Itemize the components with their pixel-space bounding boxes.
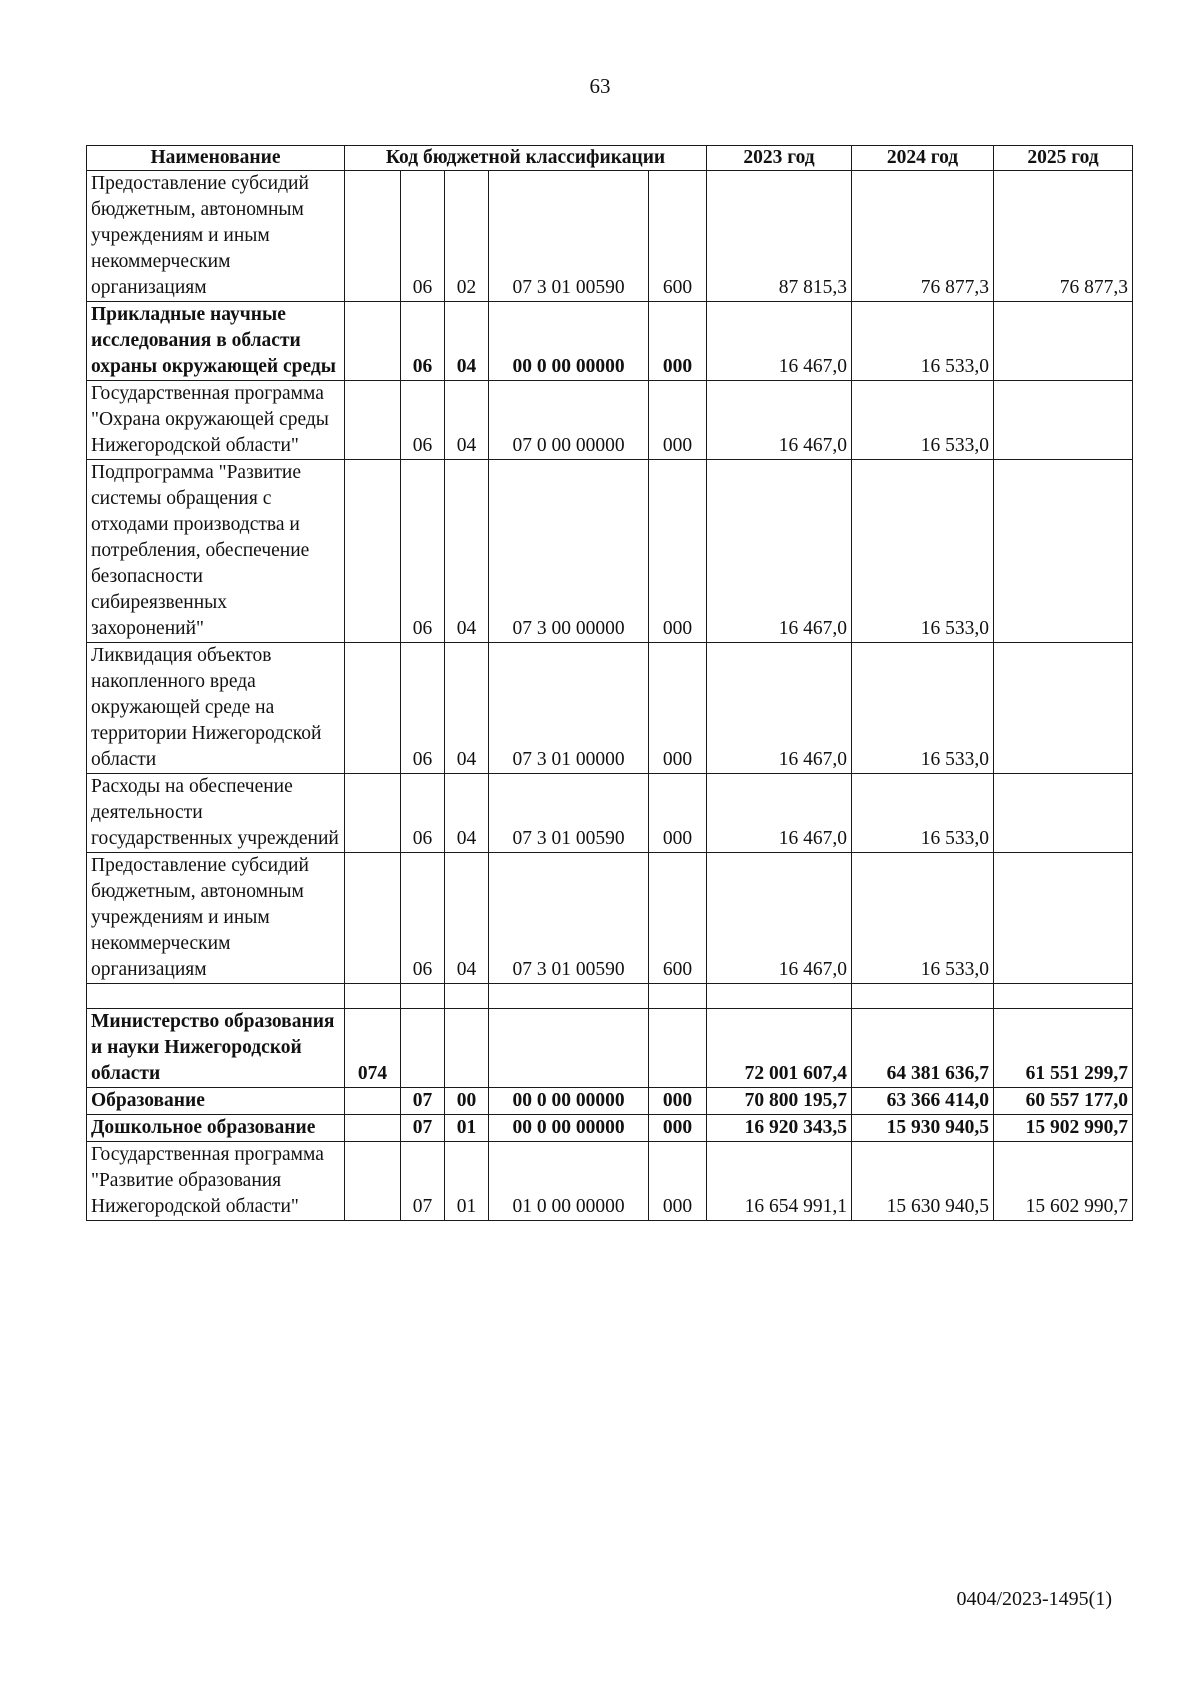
row-rz: 06	[401, 460, 445, 643]
row-pr	[445, 984, 489, 1009]
table-row	[87, 774, 1133, 853]
row-2025: 61 551 299,7	[994, 1009, 1133, 1088]
document-code: 0404/2023-1495(1)	[956, 1588, 1112, 1610]
row-2024: 15 930 940,5	[852, 1115, 994, 1142]
row-2025	[994, 984, 1133, 1009]
row-pr: 04	[445, 460, 489, 643]
row-csr: 07 3 01 00590	[489, 853, 649, 984]
row-2025: 15 902 990,7	[994, 1115, 1133, 1142]
row-vr: 000	[649, 460, 707, 643]
row-vr: 000	[649, 774, 707, 853]
row-2023: 16 467,0	[707, 853, 852, 984]
row-csr: 07 3 00 00000	[489, 460, 649, 643]
row-rz: 06	[401, 774, 445, 853]
row-2024	[852, 984, 994, 1009]
row-2024: 15 630 940,5	[852, 1142, 994, 1221]
table-row	[87, 643, 1133, 774]
table-row	[87, 460, 1133, 643]
row-2025: 15 602 990,7	[994, 1142, 1133, 1221]
row-csr: 00 0 00 00000	[489, 1115, 649, 1142]
row-vr: 600	[649, 853, 707, 984]
row-name: Государственная программа "Охрана окружающей среды Нижегородской области"	[87, 381, 345, 460]
row-csr	[489, 1009, 649, 1088]
table-row	[87, 302, 1133, 381]
row-2025	[994, 460, 1133, 643]
row-2024: 76 877,3	[852, 171, 994, 302]
row-2023: 16 467,0	[707, 643, 852, 774]
row-ved: 074	[345, 1009, 401, 1088]
table-row	[87, 853, 1133, 984]
row-2025	[994, 853, 1133, 984]
row-2024: 16 533,0	[852, 460, 994, 643]
row-2024: 16 533,0	[852, 853, 994, 984]
row-name: Предоставление субсидий бюджетным, автономным учреждениям и иным некоммерческим организациям	[87, 853, 345, 984]
row-csr: 07 0 00 00000	[489, 381, 649, 460]
row-vr: 000	[649, 302, 707, 381]
row-ved	[345, 302, 401, 381]
row-rz: 07	[401, 1115, 445, 1142]
row-name: Прикладные научные исследования в области охраны окружающей среды	[87, 302, 345, 381]
row-2023: 87 815,3	[707, 171, 852, 302]
row-csr: 07 3 01 00000	[489, 643, 649, 774]
row-name: Министерство образования и науки Нижегородской области	[87, 1009, 345, 1088]
row-rz	[401, 984, 445, 1009]
row-2024: 16 533,0	[852, 302, 994, 381]
row-vr: 600	[649, 171, 707, 302]
row-2023: 70 800 195,7	[707, 1088, 852, 1115]
row-2025: 76 877,3	[994, 171, 1133, 302]
row-pr: 04	[445, 302, 489, 381]
row-rz: 06	[401, 643, 445, 774]
table-row	[87, 1088, 1133, 1115]
budget-table	[86, 145, 1133, 1221]
table-header-row	[87, 146, 1133, 171]
row-ved	[345, 1088, 401, 1115]
row-rz: 06	[401, 302, 445, 381]
row-2023: 72 001 607,4	[707, 1009, 852, 1088]
row-rz: 06	[401, 171, 445, 302]
row-rz: 07	[401, 1142, 445, 1221]
row-ved	[345, 643, 401, 774]
row-pr: 04	[445, 643, 489, 774]
table-row	[87, 1009, 1133, 1088]
row-2025	[994, 302, 1133, 381]
row-2024: 63 366 414,0	[852, 1088, 994, 1115]
row-name: Предоставление субсидий бюджетным, автономным учреждениям и иным некоммерческим организациям	[87, 171, 345, 302]
row-rz: 07	[401, 1088, 445, 1115]
row-2023	[707, 984, 852, 1009]
row-2025	[994, 774, 1133, 853]
row-2023: 16 920 343,5	[707, 1115, 852, 1142]
row-name: Подпрограмма "Развитие системы обращения с отходами производства и потребления, обеспечение безопасности сибиреязвенных захоронений"	[87, 460, 345, 643]
row-name: Расходы на обеспечение деятельности государственных учреждений	[87, 774, 345, 853]
row-ved	[345, 1142, 401, 1221]
row-csr	[489, 984, 649, 1009]
row-2023: 16 467,0	[707, 302, 852, 381]
row-rz: 06	[401, 381, 445, 460]
row-2023: 16 654 991,1	[707, 1142, 852, 1221]
header-2025: 2025 год	[994, 146, 1133, 171]
row-vr: 000	[649, 381, 707, 460]
row-ved	[345, 171, 401, 302]
row-vr: 000	[649, 1142, 707, 1221]
header-name: Наименование	[87, 146, 345, 171]
table-row-empty	[87, 984, 1133, 1009]
row-vr: 000	[649, 1115, 707, 1142]
row-vr	[649, 1009, 707, 1088]
row-csr: 00 0 00 00000	[489, 1088, 649, 1115]
row-csr: 07 3 01 00590	[489, 774, 649, 853]
row-vr	[649, 984, 707, 1009]
table-row	[87, 1115, 1133, 1142]
row-pr: 01	[445, 1115, 489, 1142]
table-row	[87, 1142, 1133, 1221]
page-number: 63	[589, 74, 611, 98]
row-pr: 04	[445, 774, 489, 853]
row-pr: 00	[445, 1088, 489, 1115]
table-row	[87, 381, 1133, 460]
row-2025	[994, 643, 1133, 774]
row-csr: 01 0 00 00000	[489, 1142, 649, 1221]
row-rz: 06	[401, 853, 445, 984]
row-name: Образование	[87, 1088, 345, 1115]
row-pr: 01	[445, 1142, 489, 1221]
row-name: Ликвидация объектов накопленного вреда окружающей среде на территории Нижегородской области	[87, 643, 345, 774]
row-pr: 04	[445, 381, 489, 460]
row-name: Государственная программа "Развитие образования Нижегородской области"	[87, 1142, 345, 1221]
header-2024: 2024 год	[852, 146, 994, 171]
row-ved	[345, 984, 401, 1009]
row-ved	[345, 460, 401, 643]
row-ved	[345, 381, 401, 460]
row-pr: 04	[445, 853, 489, 984]
row-name	[87, 984, 345, 1009]
row-ved	[345, 774, 401, 853]
row-2024: 64 381 636,7	[852, 1009, 994, 1088]
row-2023: 16 467,0	[707, 460, 852, 643]
row-pr	[445, 1009, 489, 1088]
header-2023: 2023 год	[707, 146, 852, 171]
row-csr: 00 0 00 00000	[489, 302, 649, 381]
row-2024: 16 533,0	[852, 381, 994, 460]
row-2025: 60 557 177,0	[994, 1088, 1133, 1115]
row-csr: 07 3 01 00590	[489, 171, 649, 302]
table-row	[87, 171, 1133, 302]
row-rz	[401, 1009, 445, 1088]
row-ved	[345, 1115, 401, 1142]
row-pr: 02	[445, 171, 489, 302]
header-code: Код бюджетной классификации	[345, 146, 707, 171]
row-2025	[994, 381, 1133, 460]
row-vr: 000	[649, 643, 707, 774]
row-2024: 16 533,0	[852, 774, 994, 853]
row-2023: 16 467,0	[707, 381, 852, 460]
row-2024: 16 533,0	[852, 643, 994, 774]
row-vr: 000	[649, 1088, 707, 1115]
row-name: Дошкольное образование	[87, 1115, 345, 1142]
row-2023: 16 467,0	[707, 774, 852, 853]
row-ved	[345, 853, 401, 984]
